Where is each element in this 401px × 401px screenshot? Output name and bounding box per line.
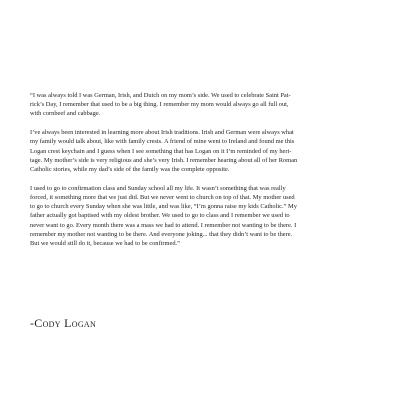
signature — [30, 316, 96, 331]
text-line: Catholic stories, while my dad’s side of the family was the complete opposite. — [30, 166, 230, 174]
text-line: never want to go. Every month there was a mass we had to attend. I remember not wanting to be there. I — [30, 221, 297, 229]
paragraph-2 — [30, 128, 380, 174]
quote-block — [30, 91, 380, 248]
text-line: forced, it something more that we just did. But we never went to church on top of that. My mother used — [30, 194, 295, 202]
signature-name: Cody Logan — [34, 316, 97, 330]
text-line: my family would talk about, like with family crests. A friend of mine went to Ireland and found me this — [30, 138, 295, 146]
text-line: I’ve always been interested in learning more about Irish traditions. Irish and German were always what — [30, 129, 294, 137]
text-line: Logan crest keychain and I guess when I see something that has Logan on it I’m reminded of my heri- — [30, 147, 292, 155]
text-line: remember my mother not wanting to be there. And everyone joking... that they didn’t want to be there. — [30, 230, 293, 238]
paragraph-1 — [30, 91, 380, 119]
paragraph-3 — [30, 184, 380, 248]
text-line: But we would still do it, because we had to be confirmed.” — [30, 240, 180, 248]
text-line: to go to church every Sunday when she was little, and was like, “I’m gonna raise my kids Catholic.” My — [30, 203, 297, 211]
text-line: tage. My mother’s side is very religious and she’s very Irish. I remember hearing about all of her Roman — [30, 156, 298, 164]
text-line: I used to go to confirmation class and Sunday school all my life. It wasn’t something that was really — [30, 184, 286, 192]
text-line: with cornbeef and cabbage. — [30, 110, 101, 118]
text-line: father actually got baptised with my oldest brother. We used to go to class and I remember we used to — [30, 212, 290, 220]
text-line: rick’s Day, I remember that used to be a big thing. I remember my mom would always go all full out, — [30, 101, 289, 109]
text-line: “I was always told I was German, Irish, and Dutch on my mom’s side. We used to celebrate Saint Pat- — [30, 92, 291, 99]
signature-dash: - — [30, 316, 35, 330]
